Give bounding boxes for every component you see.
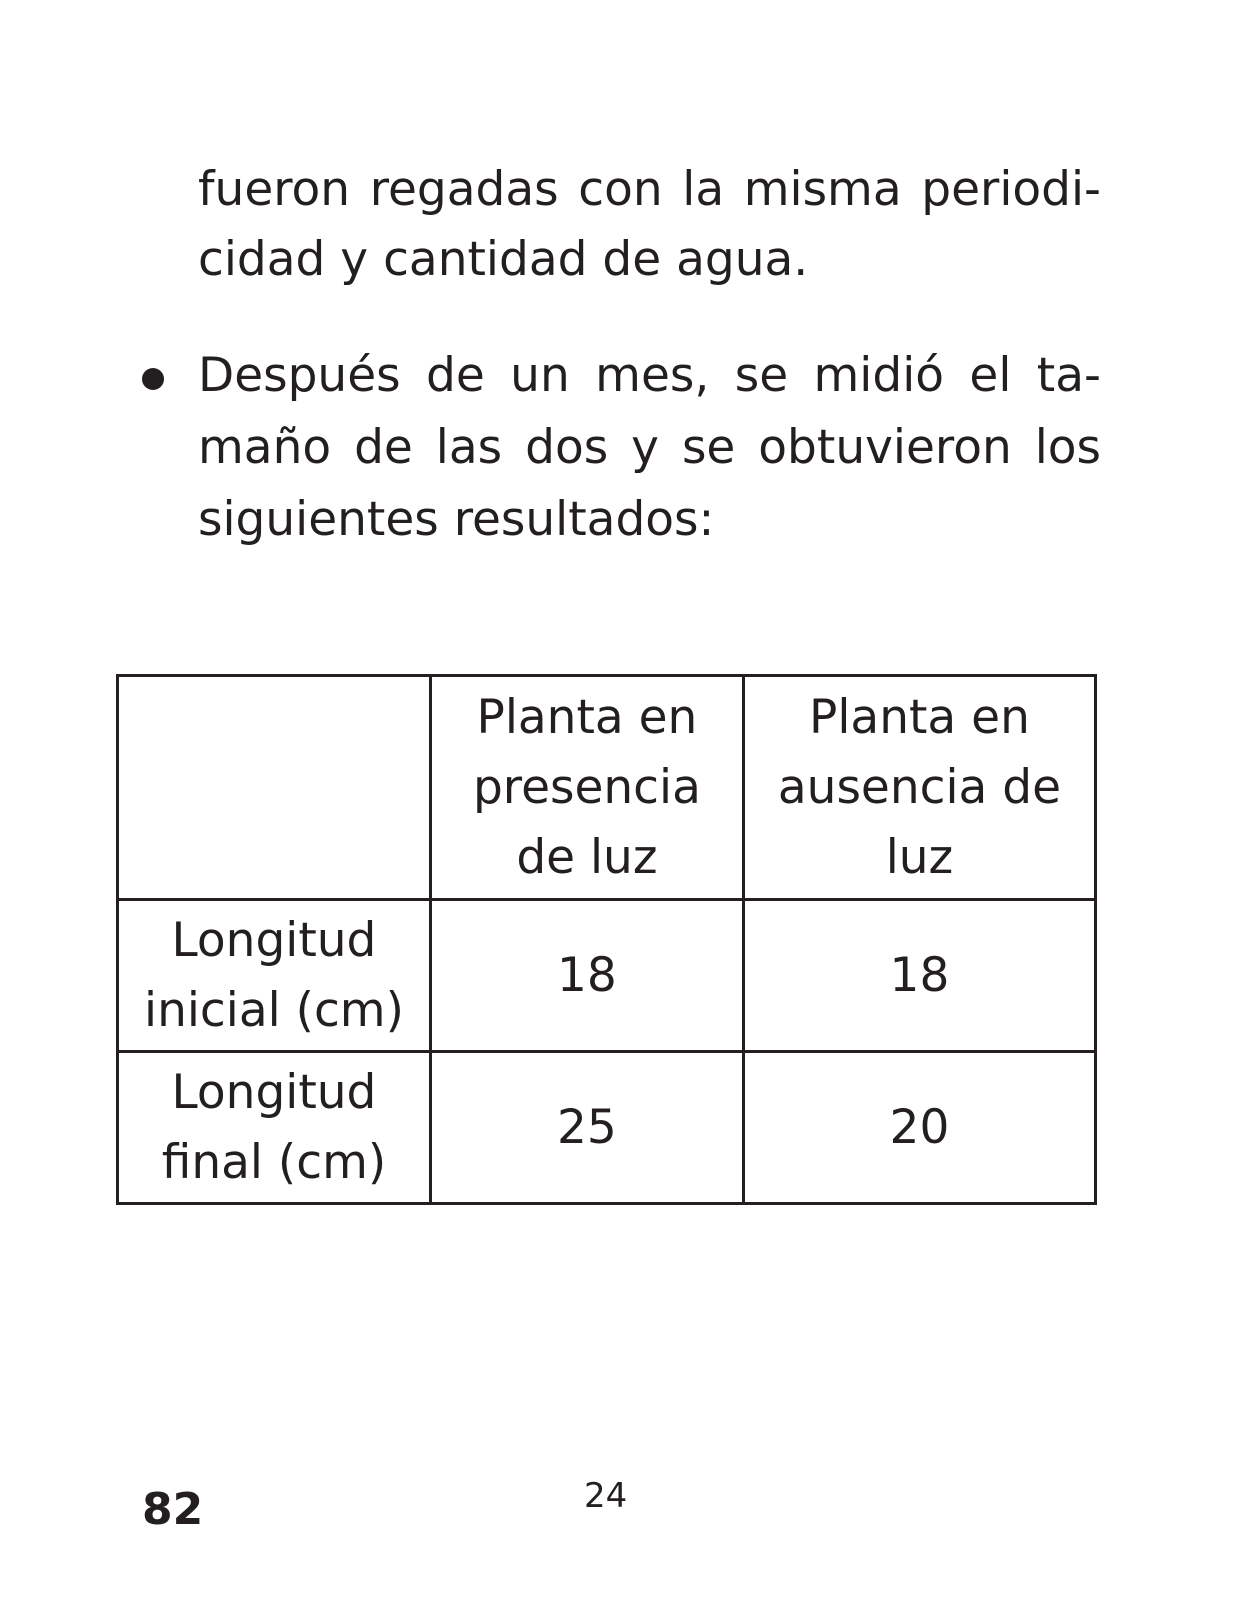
row-label-line: inicial (cm) [144, 982, 404, 1038]
paragraph-line: fueron regadas con la misma periodi- [198, 162, 1101, 217]
paragraph-line: maño de las dos y se obtuvieron los [198, 420, 1101, 475]
cell-dark: 20 [743, 1052, 1095, 1204]
header-line: presencia [472, 759, 701, 815]
header-line: de luz [516, 829, 658, 885]
table-header-row [118, 676, 1096, 900]
page-number-center: 24 [584, 1476, 628, 1516]
header-dark [743, 676, 1095, 900]
table-row [118, 1052, 1096, 1204]
cell-light: 18 [430, 900, 743, 1052]
cell-light: 25 [430, 1052, 743, 1204]
page-number: 82 [142, 1484, 204, 1535]
paragraph-line: cidad y cantidad de agua. [198, 232, 809, 287]
header-line: ausencia de [777, 759, 1062, 815]
row-label-line: final (cm) [161, 1134, 387, 1190]
table-row [118, 900, 1096, 1052]
cell-dark: 18 [743, 900, 1095, 1052]
bullet-icon [142, 368, 164, 390]
header-line: Planta en [476, 689, 698, 745]
header-line: luz [885, 829, 954, 885]
row-label-line: Longitud [171, 912, 377, 968]
header-line: Planta en [809, 689, 1030, 745]
row-label-line: Longitud [171, 1064, 377, 1120]
results-table [116, 674, 1097, 1205]
paragraph-line: siguientes resultados: [198, 492, 715, 547]
paragraph-line: Después de un mes, se midió el ta- [198, 348, 1101, 403]
empty-header-cell [118, 676, 431, 900]
row-label [118, 1052, 431, 1204]
row-label [118, 900, 431, 1052]
header-light [430, 676, 743, 900]
